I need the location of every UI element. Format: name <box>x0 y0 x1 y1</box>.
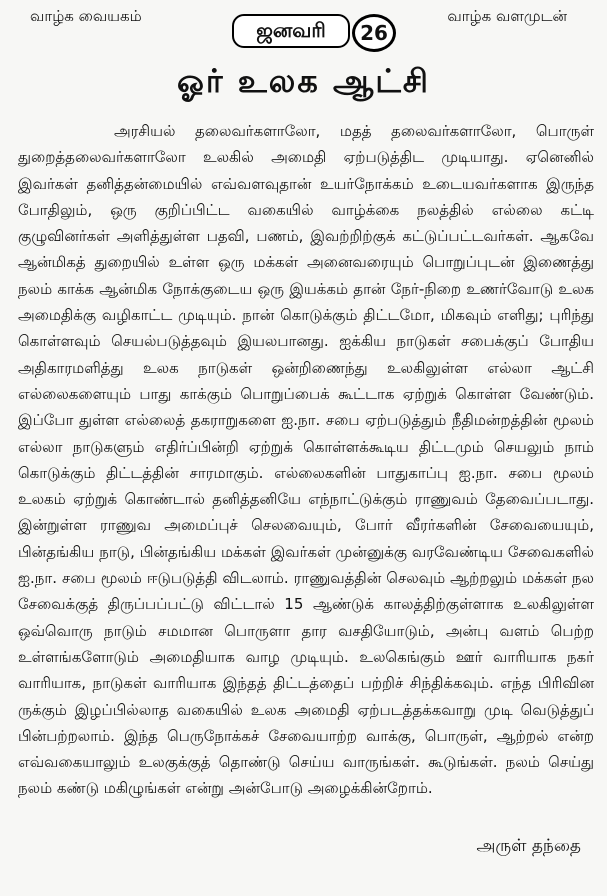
signature: அருள் தந்தை <box>476 836 581 856</box>
day-number-badge: 26 <box>352 14 396 52</box>
body-paragraph: அரசியல் தலைவர்களாலோ, மதத் தலைவர்களாலோ, பொருள் துறைத்தலைவர்களாலோ உலகில் அமைதி ஏற்படுத்திட முடியாது. ஏனெனில் இவர்கள் தனித்தன்மையில் எவ்வளவுதான் உயர்நோக்கம் உடையவர்களாக இருந்த போதிலும், ஒரு குறிப்பிட்ட வகையில் வாழ்க்கை நலத்தில் எல்லை கட்டி குழுவினர்கள் அளித்துள்ள பதவி, பணம், இவற்றிற்குக் கட்டுப்பட்டவர்கள். ஆகவே ஆன்மிகத் துறையில் உள்ள ஒரு மக்கள் அனைவரையும் பொறுப்புடன் இணைத்து நலம் காக்க ஆன்மிக நோக்குடைய ஒரு இயக்கம் தான் நேர்-நிறை உணர்வோடு உலக அமைதிக்கு வழிகாட்ட முடியும். நான் கொடுக்கும் திட்டமோ, மிகவும் எளிது; புரிந்து கொள்ளவும் செயல்படுத்தவும் இயலபானது. ஐக்கிய நாடுகள் சபைக்குப் போதிய அதிகாரமளித்து உலக நாடுகள் ஒன்றிணைந்து உலகிலுள்ள எல்லா ஆட்சி எல்லைகளையும் பாது காக்கும் பொறுப்பைக் கூட்டாக ஏற்றுக் கொள்ள வேண்டும். இப்போ துள்ள எல்லைத் தகராறுகளை ஐ.நா. சபை ஏற்படுத்தும் நீதிமன்றத்தின் மூலம் எல்லா நாடுகளும் எதிர்ப்பின்றி ஏற்றுக் கொள்ளக்கூடிய திட்டமும் செயலும் நாம் கொடுக்கும் திட்டத்தின் சாரமாகும். எல்லைகளின் பாதுகாப்பு ஐ.நா. சபை மூலம் உலகம் ஏற்றுக் கொண்டால் தனித்தனியே எந்நாட்டுக்கும் ராணுவம் தேவைப்படாது. இன்றுள்ள ராணுவ அமைப்புச் செலவையும், போர் வீரர்களின் சேவையையும், பின்தங்கிய நாடு, பின்தங்கிய மக்கள் இவர்கள் முன்னுக்கு வரவேண்டிய சேவைகளில் ஐ.நா. சபை மூலம் ஈடுபடுத்தி விடலாம். ராணுவத்தின் செலவும் ஆற்றலும் மக்கள் நல சேவைக்குத் திருப்பப்பட்டு விட்டால் 15 ஆண்டுக் காலத்திற்குள்ளாக உலகிலுள்ள ஒவ்வொரு நாடும் சமமான பொருளா தார வசதியோடும், அன்பு வளம் பெற்ற உள்ளங்களோடும் அமைதியாக வாழ முடியும். உலகெங்கும் ஊர் வாரியாக நகர் வாரியாக, நாடுகள் வாரியாக இந்தத் திட்டத்தைப் பற்றிச் சிந்திக்கவும். எந்த பிரிவின ருக்கும் இழப்பில்லாத வகையில் உலக அமைதி ஏற்படத்தக்கவாறு முடி வெடுத்துப் பின்பற்றலாம். இந்த பெருநோக்கச் சேவையாற்ற வாக்கு, பொருள், ஆற்றல் என்ற எவ்வகையாலும் உலகுக்குத் தொண்டு செய்ய வாருங்கள். கூடுங்கள். நலம் செய்து நலம் கண்டு மகிழுங்கள் என்று அன்போடு அழைக்கின்றோம். <box>18 122 594 798</box>
month-badge: ஜனவரி <box>232 14 350 48</box>
page-title: ஓர் உலக ஆட்சி <box>177 62 430 100</box>
header-greeting-right: வாழ்க வளமுடன் <box>447 7 567 25</box>
header-greeting-left: வாழ்க வையகம் <box>30 7 142 25</box>
article-body <box>18 118 594 802</box>
